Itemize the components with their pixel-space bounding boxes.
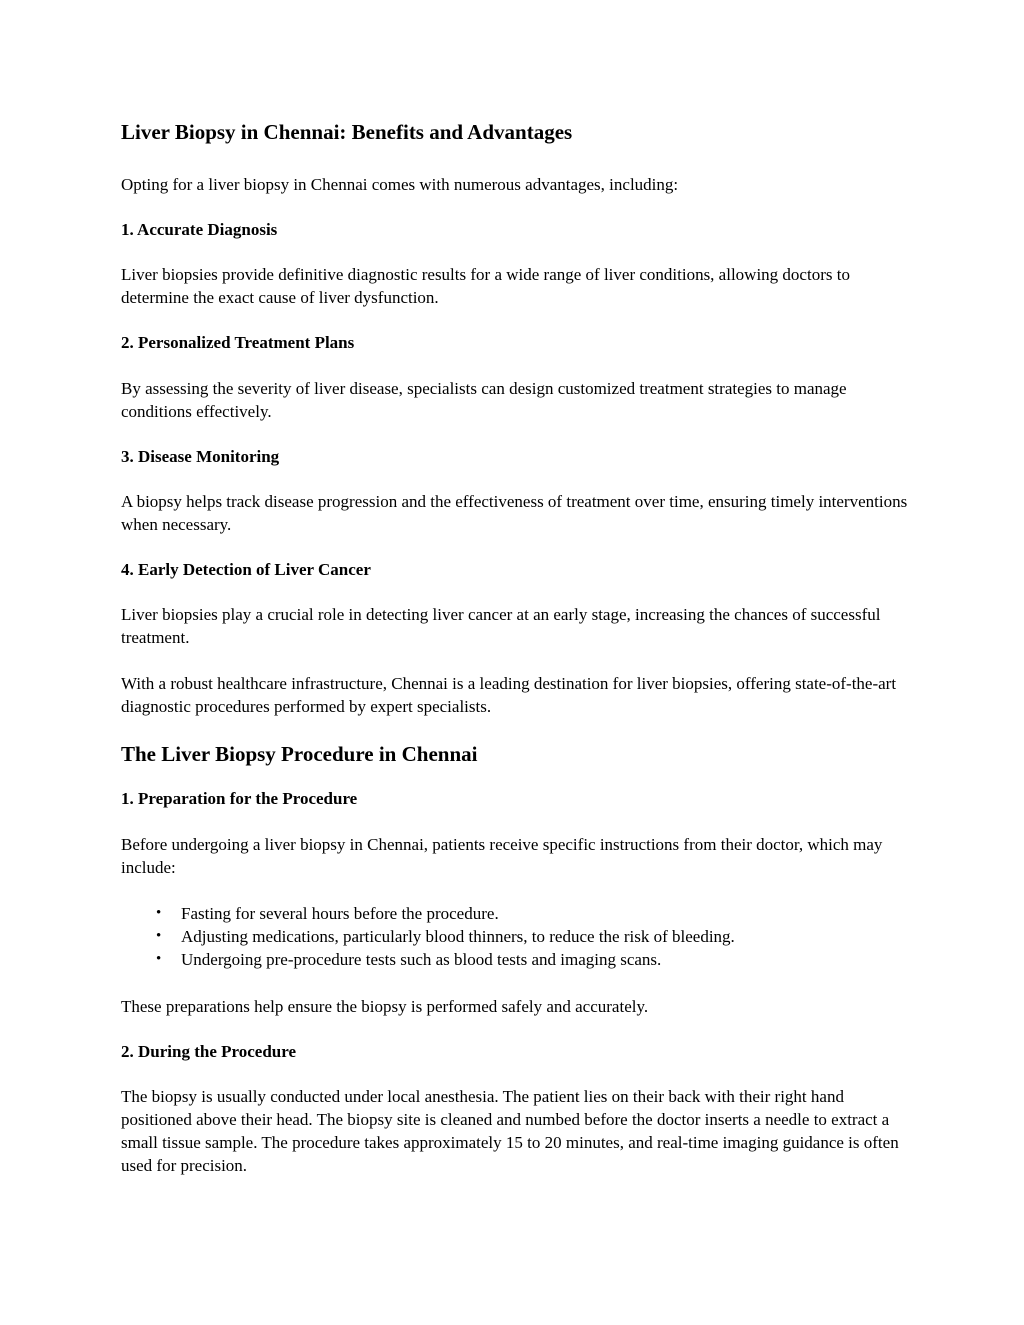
bullet-icon: • — [156, 950, 162, 967]
document-page — [121, 118, 911, 1177]
item-body-accurate-diagnosis: Liver biopsies provide definitive diagnostic results for a wide range of liver conditions, allowing doctors to determine the exact cause of liver dysfunction. — [121, 265, 850, 308]
list-item-text: Fasting for several hours before the procedure. — [181, 903, 499, 923]
list-item-text: Undergoing pre-procedure tests such as blood tests and imaging scans. — [181, 949, 662, 969]
item-title-early-detection: 4. Early Detection of Liver Cancer — [121, 559, 371, 579]
bullet-icon: • — [156, 927, 162, 944]
list-item — [156, 948, 911, 971]
list-item — [156, 925, 911, 948]
step-body-preparation: Before undergoing a liver biopsy in Chennai, patients receive specific instructions from their doctor, which may include: — [121, 834, 883, 877]
item-title-disease-monitoring: 3. Disease Monitoring — [121, 446, 280, 466]
step-title-during: 2. During the Procedure — [121, 1041, 297, 1061]
item-title-accurate-diagnosis: 1. Accurate Diagnosis — [121, 220, 278, 240]
list-item — [156, 902, 911, 925]
step-body-during: The biopsy is usually conducted under local anesthesia. The patient lies on their back with their right hand positioned above their head. The biopsy site is cleaned and numbed before the doctor inserts a needle to extract a small tissue sample. The procedure takes approximately 15 to 20 minutes, and real-time imaging guidance is often used for precision. — [121, 1086, 899, 1175]
section-heading-procedure: The Liver Biopsy Procedure in Chennai — [121, 742, 478, 767]
section-heading-benefits: Liver Biopsy in Chennai: Benefits and Advantages — [121, 120, 573, 144]
benefits-intro: Opting for a liver biopsy in Chennai comes with numerous advantages, including: — [121, 175, 679, 195]
benefits-closing: With a robust healthcare infrastructure, Chennai is a leading destination for liver biopsies, offering state-of-the-art diagnostic procedures performed by expert specialists. — [121, 674, 897, 717]
item-body-personalized-treatment: By assessing the severity of liver disease, specialists can design customized treatment strategies to manage conditions effectively. — [121, 378, 847, 421]
preparation-list — [121, 902, 911, 971]
step-title-preparation: 1. Preparation for the Procedure — [121, 789, 358, 809]
item-body-early-detection: Liver biopsies play a crucial role in detecting liver cancer at an early stage, increasing the chances of successful treatment. — [121, 605, 881, 648]
bullet-icon: • — [156, 904, 162, 921]
item-title-personalized-treatment: 2. Personalized Treatment Plans — [121, 333, 355, 353]
list-item-text: Adjusting medications, particularly blood thinners, to reduce the risk of bleeding. — [181, 926, 735, 946]
item-body-disease-monitoring: A biopsy helps track disease progression and the effectiveness of treatment over time, ensuring timely interventions when necessary. — [121, 491, 908, 534]
preparation-summary: These preparations help ensure the biopsy is performed safely and accurately. — [121, 996, 649, 1016]
